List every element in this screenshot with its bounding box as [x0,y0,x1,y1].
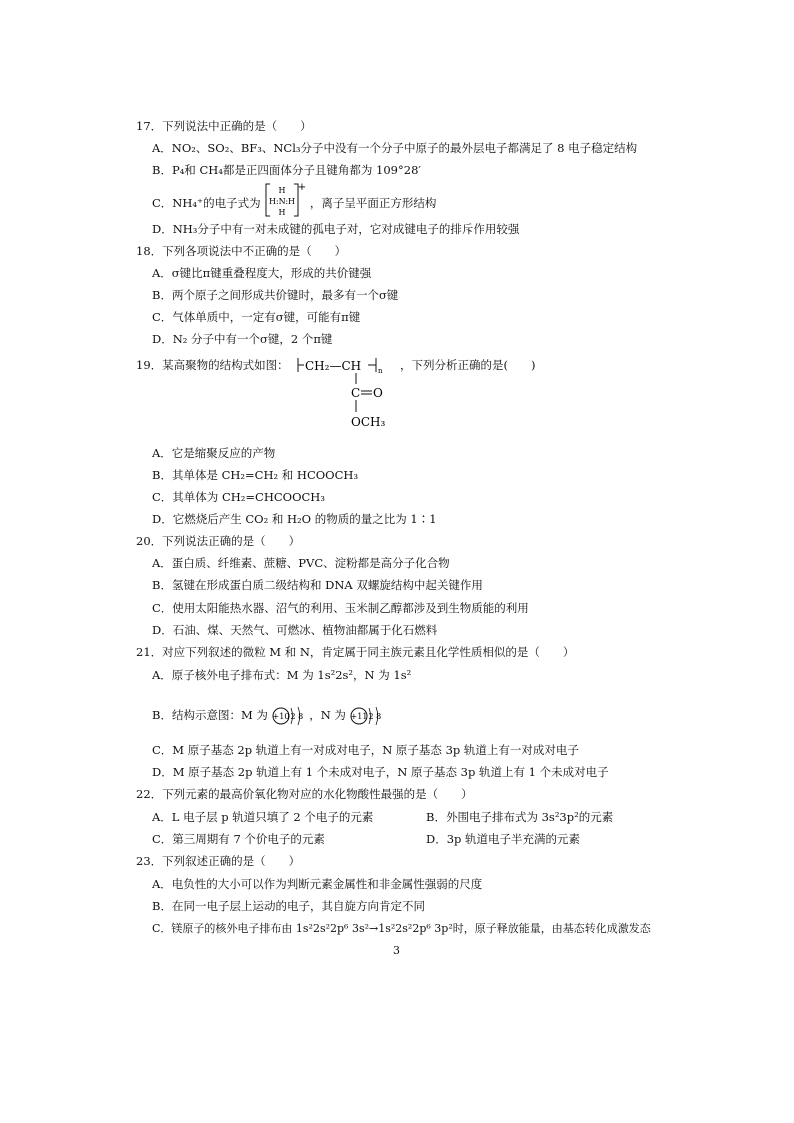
q21-stem: 21．对应下列叙述的微粒 M 和 N，肯定属于同主族元素且化学性质相似的是（ ） [136,645,575,659]
lewis-h-top: H [278,186,286,195]
q18-option-d: D．N₂ 分子中有一个σ键，2 个π键 [152,332,333,346]
m-atom-structure-diagram [272,705,306,727]
polymer-structure-formula [292,356,400,436]
q20-stem: 20．下列说法正确的是（ ） [136,534,301,548]
q22-option-c: C．第三周期有 7 个价电子的元素 [152,832,325,846]
q17-option-a: A．NO₂、SO₂、BF₃、NCl₃分子中没有一个分子中原子的最外层电子都满足了 8 电子稳定结构 [152,141,638,155]
q20-option-a: A．蛋白质、纤维素、蔗糖、PVC、淀粉都是高分子化合物 [152,556,450,570]
q23-option-b: B．在同一电子层上运动的电子，其自旋方向肯定不同 [152,899,425,913]
q22-stem: 22．下列元素的最高价氧化物对应的水化物酸性最强的是（ ） [136,787,473,801]
q20-option-d: D．石油、煤、天然气、可燃冰、植物油都属于化石燃料 [152,623,438,637]
n-nucleus: +11 [350,712,368,721]
n-atom-structure-diagram [350,705,384,727]
q23-option-c: C．镁原子的核外电子排布由 1s²2s²2p⁶ 3s²→1s²2s²2p⁶ 3p²时，原子释放能量，由基态转化成激发态 [152,922,651,935]
q17-option-b: B．P₄和 CH₄都是正四面体分子且键角都为 109°28′ [152,163,421,177]
q17-option-c-suffix: ，离子呈平面正方形结构 [309,196,437,210]
carbonyl-oxygen: O [373,386,383,400]
q19-option-d: D．它燃烧后产生 CO₂ 和 H₂O 的物质的量之比为 1∶1 [152,512,437,526]
q17-option-c-prefix: C．NH₄⁺的电子式为 [152,196,261,210]
q23-stem: 23．下列叙述正确的是（ ） [136,854,301,868]
page-number: 3 [393,944,400,957]
q20-option-c: C．使用太阳能热水器、沼气的利用、玉米制乙醇都涉及到生物质能的利用 [152,601,529,615]
m-shells: 2 8 [290,712,303,721]
q20-option-b: B．氢键在形成蛋白质二级结构和 DNA 双螺旋结构中起关键作用 [152,578,483,592]
q22-option-a: A．L 电子层 p 轨道只填了 2 个电子的元素 [152,810,374,824]
q18-stem: 18．下列各项说法中不正确的是（ ） [136,244,347,258]
lewis-h-bottom: H [278,208,286,217]
q19-option-c: C．其单体为 CH₂=CHCOOCH₃ [152,490,325,504]
q19-stem-prefix: 19．某高聚物的结构式如图： [136,358,289,372]
polymer-n: n [378,367,383,375]
lewis-h-n-h: H:N:H [269,197,296,206]
q21-option-d: D．M 原子基态 2p 轨道上有 1 个未成对电子，N 原子基态 3p 轨道上有 1 个未成对电子 [152,765,609,779]
q21-option-a: A．原子核外电子排布式：M 为 1s²2s²，N 为 1s² [152,668,412,682]
lewis-charge: + [298,182,307,193]
nh4-lewis-structure [264,182,307,222]
q19-stem-suffix: ，下列分析正确的是( ) [400,358,536,372]
q22-option-d: D．3p 轨道电子半充满的元素 [426,832,581,846]
q17-option-d: D．NH₃分子中有一对未成键的孤电子对，它对成键电子的排斥作用较强 [152,222,520,236]
m-nucleus: +10 [272,712,289,721]
q21-option-b-mid: ，N 为 [309,708,346,722]
q18-option-a: A．σ键比π键重叠程度大，形成的共价键强 [152,266,372,280]
q21-option-c: C．M 原子基态 2p 轨道上有一对成对电子，N 原子基态 3p 轨道上有一对成对电子 [152,743,579,757]
q23-option-a: A．电负性的大小可以作为判断元素金属性和非金属性强弱的尺度 [152,877,483,891]
q19-option-b: B．其单体是 CH₂=CH₂ 和 HCOOCH₃ [152,468,359,482]
methoxy-group: OCH₃ [351,415,386,429]
q17-stem: 17．下列说法中正确的是（ ） [136,119,312,133]
n-shells: 2 8 [368,712,381,721]
polymer-backbone: CH₂—CH [305,359,362,373]
carbonyl-carbon: C [351,386,361,400]
q17-option-c [152,182,437,222]
q18-option-c: C．气体单质中，一定有σ键，可能有π键 [152,310,361,324]
q21-option-b-prefix: B．结构示意图：M 为 [152,708,268,722]
q21-option-b [152,705,384,727]
q19-option-a: A．它是缩聚反应的产物 [152,446,276,460]
q18-option-b: B．两个原子之间形成共价键时，最多有一个σ键 [152,288,399,302]
q22-option-b: B．外围电子排布式为 3s²3p²的元素 [426,810,614,824]
